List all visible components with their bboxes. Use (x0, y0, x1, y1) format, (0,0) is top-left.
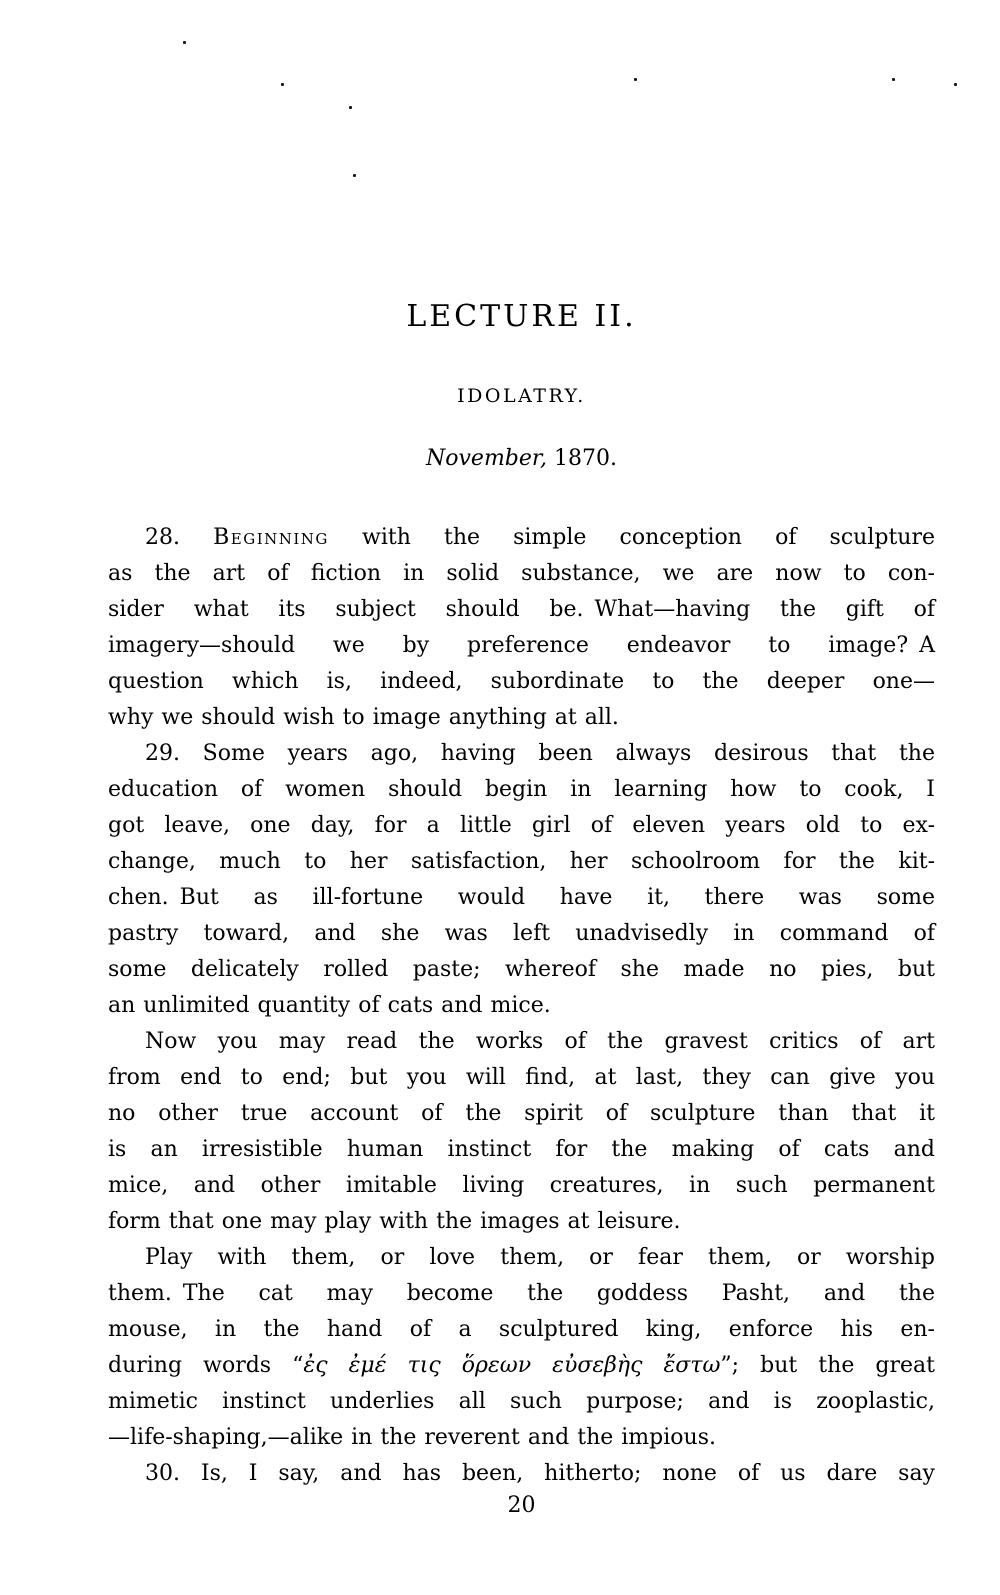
body-text (108, 520, 935, 1492)
lecture-title: LECTURE II. (406, 299, 637, 334)
text-line: imagery—should we by preference endeavor to image? A (108, 633, 935, 658)
text-line: form that one may play with the images at leisure. (108, 1209, 681, 1234)
text-line: as the art of fiction in solid substance, we are now to con- (108, 561, 935, 586)
text-line: an unlimited quantity of cats and mice. (108, 993, 551, 1018)
text-line: sider what its subject should be. What—having the gift of (108, 597, 935, 622)
text-line: change, much to her satisfaction, her schoolroom for the kit- (108, 849, 935, 874)
text-line: mice, and other imitable living creatures, in such permanent (108, 1173, 935, 1198)
smallcaps-text: Beginning (213, 525, 329, 550)
text-line: 30. Is, I say, and has been, hitherto; none of us dare say (145, 1461, 935, 1486)
text-line: from end to end; but you will find, at last, they can give you (108, 1065, 935, 1090)
text-segment: 28. (145, 525, 214, 550)
text-line: pastry toward, and she was left unadvisedly in command of (108, 921, 935, 946)
paragraph (108, 520, 935, 736)
page-number: 20 (507, 1493, 536, 1518)
text-line: education of women should begin in learning how to cook, I (108, 777, 935, 802)
text-line: —life-shaping,—alike in the reverent and the impious. (108, 1425, 716, 1450)
text-line: chen. But as ill-fortune would have it, there was some (108, 885, 935, 910)
lecture-date (108, 447, 935, 471)
text-line: 29. Some years ago, having been always desirous that the (145, 741, 935, 766)
lecture-date-year: 1870. (547, 446, 617, 471)
text-line: no other true account of the spirit of sculpture than that it (108, 1101, 935, 1126)
text-line: Now you may read the works of the gravest critics of art (145, 1029, 935, 1054)
chapter-subtitle: IDOLATRY. (457, 385, 586, 407)
text-line (108, 1348, 935, 1384)
text-line: mouse, in the hand of a sculptured king, enforce his en- (108, 1317, 935, 1342)
paragraph (108, 1456, 935, 1492)
paragraph (108, 1240, 935, 1456)
paragraph (108, 1024, 935, 1240)
text-line: some delicately rolled paste; whereof she made no pies, but (108, 957, 935, 982)
text-line: Play with them, or love them, or fear them, or worship (145, 1245, 935, 1270)
text-column (108, 0, 935, 1519)
scan-speckle (954, 83, 957, 86)
greek-text: ἐς ἐμέ τις ὅρεων εὐσεβὴς ἔστω (303, 1353, 721, 1378)
lecture-date-month: November, (426, 446, 547, 471)
text-line: why we should wish to image anything at all. (108, 705, 619, 730)
paragraph (108, 736, 935, 1024)
text-segment: during words “ (108, 1353, 304, 1378)
text-line: question which is, indeed, subordinate to the deeper one— (108, 669, 935, 694)
text-segment: ”; but the great (720, 1353, 935, 1378)
text-segment: with the simple conception of sculpture (328, 525, 935, 550)
text-line: got leave, one day, for a little girl of eleven years old to ex- (108, 813, 935, 838)
text-line: is an irresistible human instinct for the making of cats and (108, 1137, 935, 1162)
text-line (108, 520, 935, 556)
text-line: mimetic instinct underlies all such purpose; and is zooplastic, (108, 1389, 935, 1414)
text-line: them. The cat may become the goddess Pasht, and the (108, 1281, 935, 1306)
